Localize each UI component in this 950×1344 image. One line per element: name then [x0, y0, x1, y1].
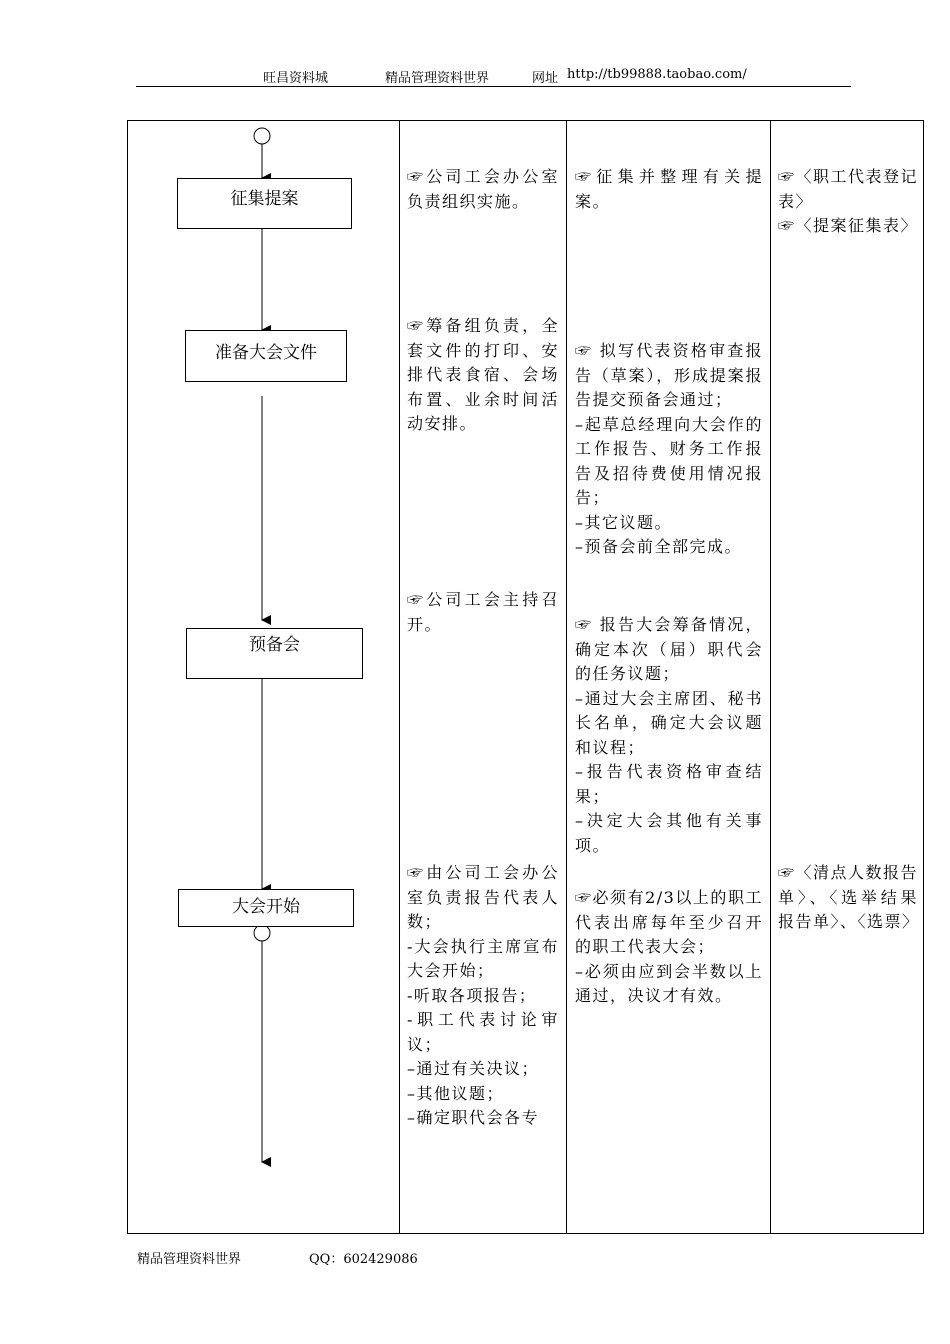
- content-cell: ☞必须有2/3以上的职工代表出席每年至少召开的职工代表大会； –必须由应到会半数以上通过，决议才有效。: [575, 888, 763, 1005]
- flow-step-label: 准备大会文件: [215, 343, 317, 363]
- header-site-name: 旺昌资料城: [263, 71, 329, 86]
- responsible-cell: ☞公司工会主持召开。: [407, 590, 559, 634]
- content-cell: ☞征集并整理有关提案。: [575, 167, 763, 211]
- header-url[interactable]: http://tb99888.taobao.com/: [567, 67, 747, 82]
- flow-step-preparatory-meeting: [186, 628, 363, 679]
- records-cell: ☞〈职工代表登记表〉 ☞〈提案征集表〉: [778, 167, 919, 235]
- flow-step-collect-proposals: [177, 178, 352, 229]
- flow-step-meeting-start: [178, 889, 354, 927]
- footer-qq: QQ：602429086: [309, 1252, 418, 1267]
- content-cell: ☞ 拟写代表资格审查报告（草案），形成提案报告提交预备会通过； –起草总经理向大会作的工作报告、财务工作报告及招待费使用情况报告； –其它议题。 –预备会前全部完成。: [575, 341, 763, 556]
- connector-node: [254, 925, 270, 941]
- responsible-cell: ☞由公司工会办公室负责报告代表人数； -大会执行主席宣布大会开始； -听取各项报告； -职工代表讨论审议； –通过有关决议； –其他议题； –确定职代会各专: [407, 863, 559, 1127]
- flow-step-label: 征集提案: [230, 189, 299, 209]
- footer-slogan: 精品管理资料世界: [137, 1252, 242, 1267]
- header-url-label: 网址: [532, 71, 559, 86]
- flow-step-prepare-documents: [185, 330, 347, 382]
- records-cell: ☞〈清点人数报告单〉、〈选举结果报告单〉、〈选票〉: [778, 863, 920, 931]
- start-node: [254, 128, 270, 144]
- flow-step-label: 预备会: [249, 635, 300, 655]
- header-slogan: 精品管理资料世界: [385, 71, 490, 86]
- flow-step-label: 大会开始: [232, 897, 300, 917]
- responsible-cell: ☞公司工会办公室负责组织实施。: [407, 167, 559, 211]
- content-cell: ☞ 报告大会筹备情况，确定本次（届）职代会的任务议题； –通过大会主席团、秘书长名单，确定大会议题和议程； –报告代表资格审查结果； –决定大会其他有关事项。: [575, 615, 763, 855]
- responsible-cell: ☞筹备组负责，全套文件的打印、安排代表食宿、会场布置、业余时间活动安排。: [407, 316, 559, 433]
